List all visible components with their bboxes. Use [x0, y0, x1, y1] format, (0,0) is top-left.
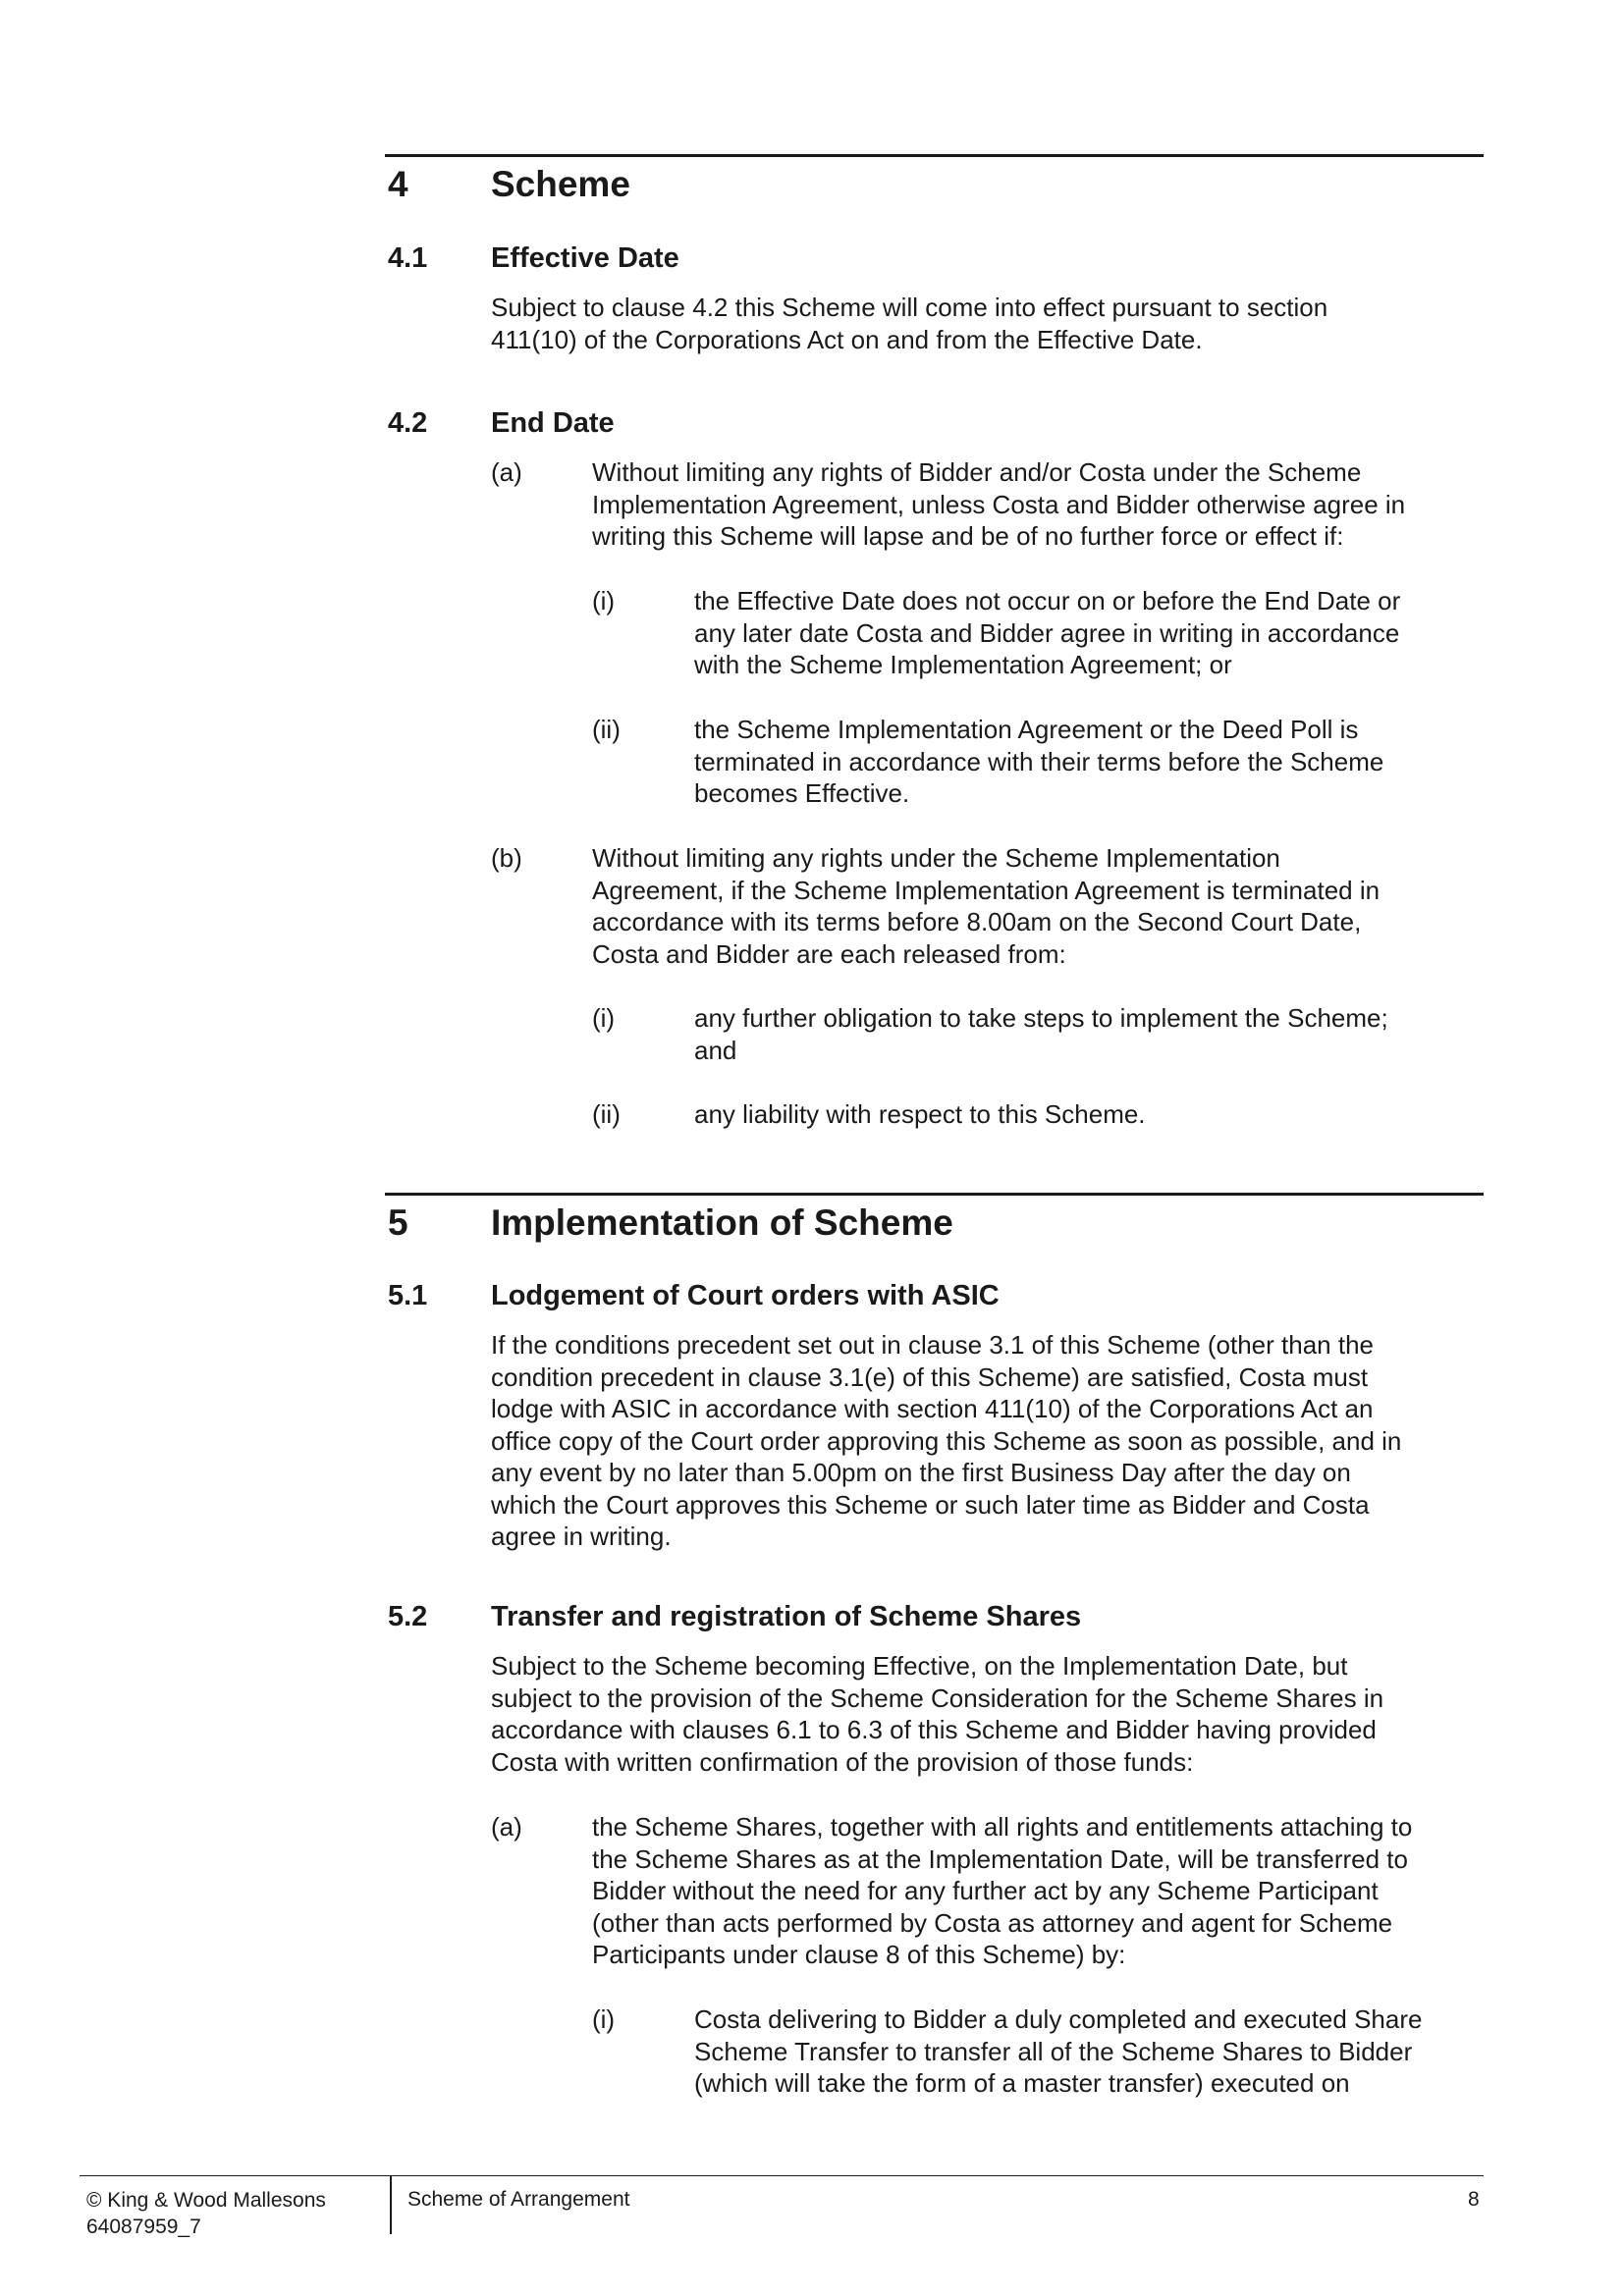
- text-line: Subject to the Scheme becoming Effective, on the Implementation Date, but: [491, 1651, 1348, 1681]
- text-line: Costa delivering to Bidder a duly completed and executed Share: [694, 2004, 1423, 2034]
- clause-text: [491, 1650, 1383, 1778]
- text-line: Agreement, if the Scheme Implementation Agreement is terminated in: [592, 875, 1380, 905]
- text-line: condition precedent in clause 3.1(e) of this Scheme) are satisfied, Costa must: [491, 1362, 1369, 1392]
- text-line: If the conditions precedent set out in clause 3.1 of this Scheme (other than the: [491, 1330, 1374, 1360]
- section-number: 5: [388, 1202, 408, 1243]
- text-line: Subject to clause 4.2 this Scheme will come into effect pursuant to section: [491, 293, 1328, 322]
- text-line: any later date Costa and Bidder agree in writing in accordance: [694, 617, 1400, 648]
- subparagraph-label: (i): [592, 586, 616, 615]
- text-line: the Effective Date does not occur on or before the End Date or: [694, 586, 1401, 615]
- subsection-heading: [388, 1599, 1081, 1634]
- text-line: (which will take the form of a master transfer) executed on: [694, 2068, 1350, 2098]
- clause-text: [592, 456, 1405, 553]
- subsection-heading: [388, 405, 615, 441]
- footer-title: Scheme of Arrangement: [407, 2188, 630, 2211]
- clause-text: [694, 1098, 1146, 1131]
- text-line: Costa and Bidder are each released from:: [592, 938, 1066, 969]
- footer-doc-id: 64087959_7: [86, 2216, 201, 2238]
- text-line: subject to the provision of the Scheme Consideration for the Scheme Shares in: [491, 1682, 1384, 1713]
- text-line: Costa with written confirmation of the provision of those funds:: [491, 1746, 1194, 1777]
- subparagraph-label: (i): [592, 2004, 616, 2034]
- subsection-heading: [388, 1278, 1000, 1313]
- text-line: Bidder without the need for any further act by any Scheme Participant: [592, 1876, 1379, 1905]
- text-line: Scheme Transfer to transfer all of the Scheme Shares to Bidder: [694, 2036, 1413, 2066]
- text-line: 411(10) of the Corporations Act on and from the Effective Date.: [491, 324, 1203, 354]
- clause-text: [592, 1811, 1412, 1971]
- subsection-title: Transfer and registration of Scheme Shares: [491, 1601, 1082, 1632]
- text-line: agree in writing.: [491, 1522, 672, 1551]
- text-line: which the Court approves this Scheme or such later time as Bidder and Costa: [491, 1489, 1370, 1520]
- paragraph-label: (a): [491, 457, 522, 487]
- clause-text: [491, 292, 1327, 355]
- footer-rule: [80, 2175, 1484, 2176]
- text-line: (other than acts performed by Costa as attorney and agent for Scheme: [592, 1907, 1393, 1938]
- paragraph-label: (b): [491, 843, 522, 873]
- text-line: the Scheme Implementation Agreement or the Deed Poll is: [694, 715, 1359, 744]
- text-line: with the Scheme Implementation Agreement; or: [694, 650, 1232, 679]
- subparagraph-label: (i): [592, 1003, 616, 1033]
- text-line: office copy of the Court order approving this Scheme as soon as possible, and in: [491, 1425, 1402, 1456]
- text-line: any event by no later than 5.00pm on the first Business Day after the day on: [491, 1458, 1351, 1487]
- text-line: terminated in accordance with their terms before the Scheme: [694, 746, 1384, 776]
- text-line: the Scheme Shares as at the Implementation Date, will be transferred to: [592, 1843, 1408, 1874]
- clause-text: [592, 842, 1380, 970]
- text-line: becomes Effective.: [694, 778, 910, 808]
- text-line: lodge with ASIC in accordance with section 411(10) of the Corporations Act an: [491, 1394, 1374, 1423]
- subsection-title: End Date: [491, 407, 615, 439]
- section-heading: [388, 1201, 953, 1245]
- footer-divider: [390, 2175, 392, 2234]
- subsection-number: 5.1: [388, 1280, 428, 1311]
- subsection-number: 4.1: [388, 242, 428, 274]
- clause-text: [694, 714, 1383, 810]
- text-line: any liability with respect to this Scheme.: [694, 1099, 1146, 1129]
- text-line: any further obligation to take steps to implement the Scheme;: [694, 1003, 1388, 1033]
- subsection-number: 4.2: [388, 407, 428, 439]
- subparagraph-label: (ii): [592, 1099, 621, 1129]
- text-line: and: [694, 1035, 737, 1065]
- section-title: Implementation of Scheme: [491, 1202, 953, 1243]
- text-line: Implementation Agreement, unless Costa and Bidder otherwise agree in: [592, 489, 1406, 519]
- clause-text: [491, 1329, 1401, 1553]
- clause-text: [694, 2003, 1422, 2100]
- page-number: 8: [1468, 2188, 1480, 2211]
- clause-text: [694, 585, 1400, 681]
- text-line: accordance with clauses 6.1 to 6.3 of this Scheme and Bidder having provided: [491, 1715, 1377, 1744]
- section-heading: [388, 163, 630, 206]
- section-title: Scheme: [491, 164, 630, 204]
- text-line: the Scheme Shares, together with all rights and entitlements attaching to: [592, 1812, 1413, 1842]
- text-line: writing this Scheme will lapse and be of no further force or effect if:: [592, 521, 1344, 551]
- text-line: accordance with its terms before 8.00am on the Second Court Date,: [592, 907, 1362, 936]
- section-number: 4: [388, 164, 408, 204]
- footer-firm: © King & Wood Mallesons: [86, 2189, 326, 2212]
- subsection-title: Lodgement of Court orders with ASIC: [491, 1280, 1000, 1311]
- clause-text: [694, 1002, 1388, 1066]
- text-line: Without limiting any rights of Bidder and/or Costa under the Scheme: [592, 457, 1362, 487]
- text-line: Without limiting any rights under the Scheme Implementation: [592, 843, 1280, 873]
- section-rule: [385, 154, 1484, 157]
- subsection-heading: [388, 240, 679, 276]
- text-line: Participants under clause 8 of this Scheme) by:: [592, 1940, 1126, 1969]
- subparagraph-label: (ii): [592, 715, 621, 744]
- paragraph-label: (a): [491, 1812, 522, 1842]
- subsection-number: 5.2: [388, 1601, 428, 1632]
- section-rule: [385, 1193, 1484, 1196]
- subsection-title: Effective Date: [491, 242, 679, 274]
